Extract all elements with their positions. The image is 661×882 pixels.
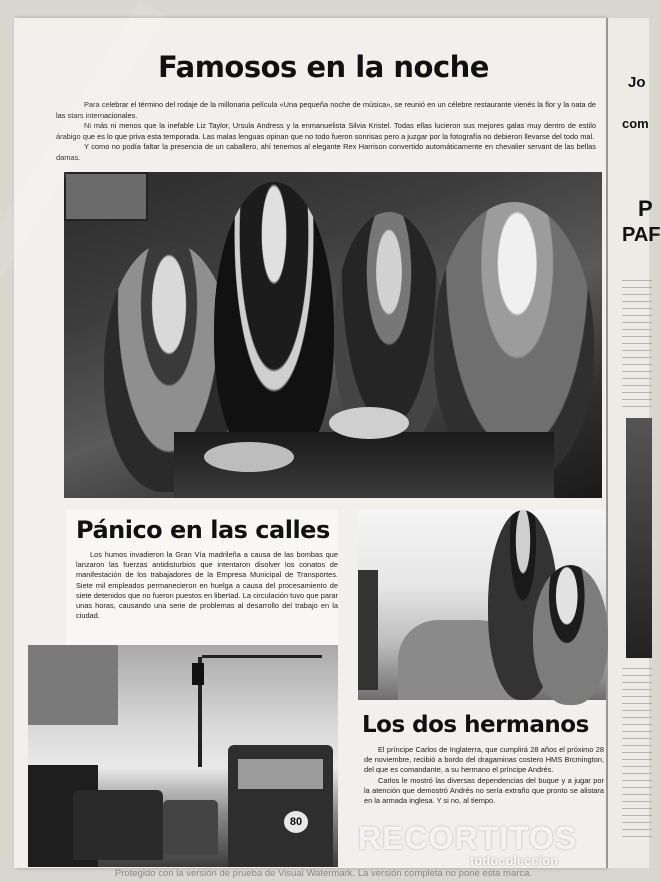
adjacent-page-edge <box>606 18 661 868</box>
paragraph: Los humos invadieron la Gran Vía madrileña a causa de las bombas que lanzaron las fuerzas antidisturbios que intentaron disolver los conatos de manifestación de los trabajadores de la Empresa Municipal de Transportes. Siete mil empleados permanecieron en huelga a causa del procesamiento de siete detenidos que no fueron puestos en libertad. La circulación tuvo que parar unas horas, causando una serie de problemas al desarrollo del trabajo en la ciudad. <box>76 550 338 621</box>
car <box>163 800 218 855</box>
plate <box>204 442 294 472</box>
headline-famosos: Famosos en la noche <box>158 50 489 84</box>
photo-princes-charles-andrew <box>358 510 606 700</box>
paragraph: Ni más ni menos que la inefable Liz Taylor, Ursula Andress y la enmanuelista Silvia Kristel. Todas ellas lucieron sus mejores galas muy dentro de estilo árabigo que es lo que priva esta temporada. Las malas lenguas opinan que no todo fueron sonrisas pero a juzgar por la fotografía no debieron llevarse del todo mal. <box>56 121 596 141</box>
article-panico-body <box>76 550 338 621</box>
paragraph: El príncipe Carlos de Inglaterra, que cumplirá 28 años el próximo 28 de noviembre, recibió a bordo del dragaminas costero HMS Brcmington, del que es comandante, a su hermano el príncipe Andrés. <box>364 745 604 775</box>
photo-celebrities-dinner <box>64 172 602 498</box>
paragraph: Para celebrar el término del rodaje de la millonaria película «Una pequeña noche de música», se reunió en un célebre restaurante vienés la flor y la nata de las stars internacionales. <box>56 100 596 120</box>
adjacent-page-column-2 <box>622 668 652 838</box>
figure-rex-harrison <box>214 182 334 472</box>
ship-mast <box>358 570 378 690</box>
adjacent-page-text-3: P <box>638 196 653 221</box>
bus-windshield <box>238 759 323 789</box>
car <box>73 790 163 860</box>
watermark-notice: Protegido con la versión de prueba de Visual Watermark. La versión completa no pone esta marca. <box>114 868 533 879</box>
article-famosos-body <box>56 100 596 163</box>
watermark-brand: RECORTITOS <box>358 820 578 856</box>
adjacent-page-text-2: com <box>622 116 649 131</box>
headline-hermanos: Los dos hermanos <box>362 712 589 738</box>
adjacent-page-text-1: Jo <box>628 74 646 91</box>
paragraph: Y como no podía faltar la presencia de un caballero, ahí tenemos al elegante Rex Harrison convertido automáticamente en chevalier servant de las bellas damas. <box>56 142 596 162</box>
photo-gran-via-smoke <box>28 645 338 867</box>
photo-frame-on-wall <box>64 172 148 221</box>
article-hermanos-body <box>364 745 604 806</box>
adjacent-page-photo <box>626 418 652 658</box>
adjacent-page-text-4: PAF <box>622 224 661 246</box>
bus <box>228 745 333 867</box>
plate <box>329 407 409 439</box>
article-panico <box>66 510 338 660</box>
figure-prince-andrew <box>533 565 608 705</box>
paragraph: Carlos le mostró las diversas dependencias del buque y a jugar por la atención que demostró Andrés no sería extraño que pronto se alistara en la armada inglesa. Y si no, al tiempo. <box>364 775 604 806</box>
building <box>28 645 118 725</box>
traffic-light-arm <box>202 655 322 658</box>
adjacent-page-column <box>622 280 652 410</box>
traffic-light <box>192 663 204 685</box>
watermark-site: todocoleccion <box>470 853 559 868</box>
headline-panico: Pánico en las calles <box>76 516 330 544</box>
bus-route-number: 80 <box>284 811 308 833</box>
